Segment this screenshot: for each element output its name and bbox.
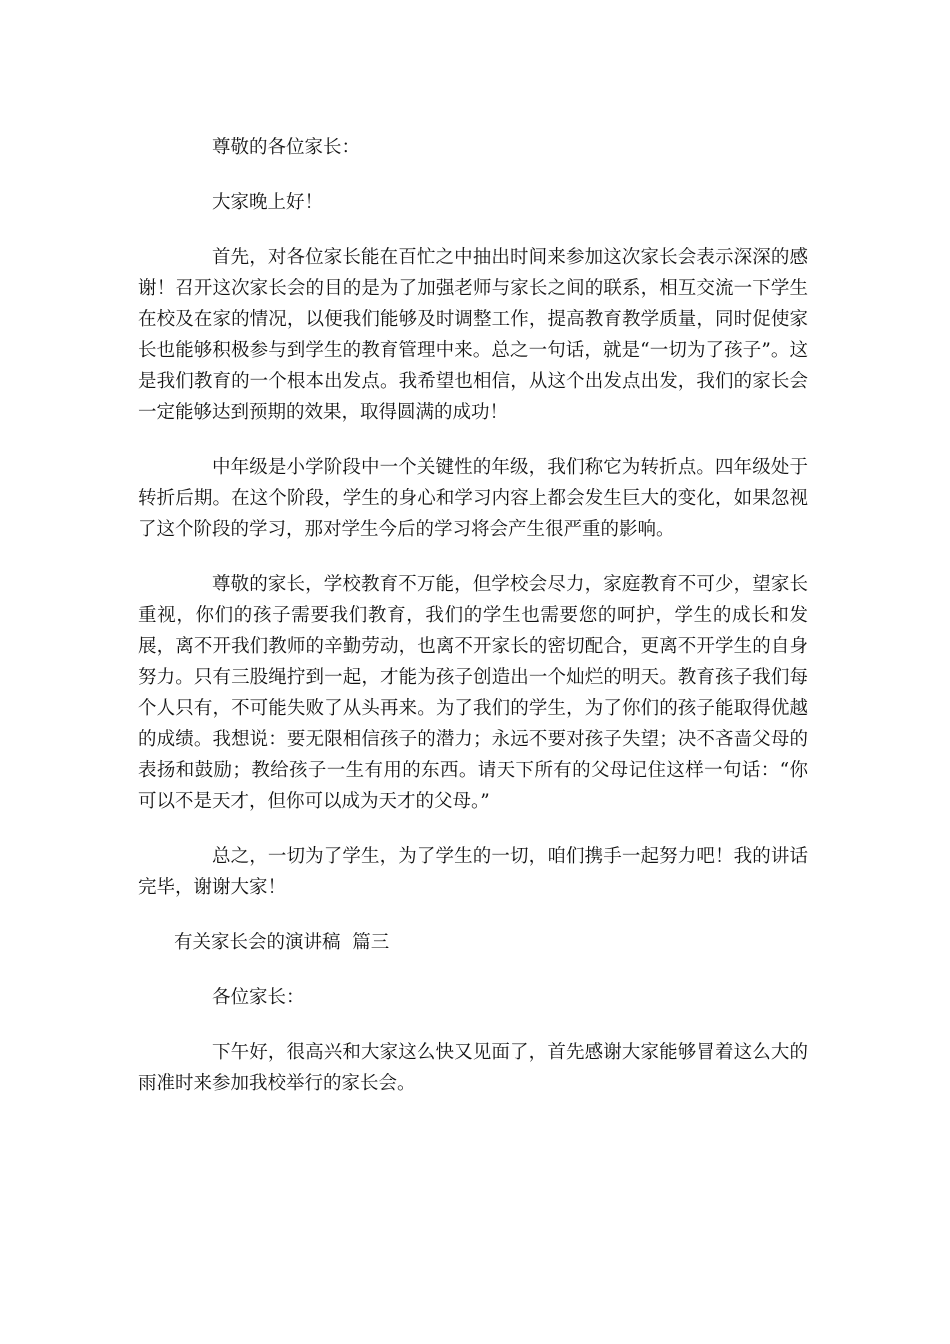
paragraph-cooperation: 尊敬的家长，学校教育不万能，但学校会尽力，家庭教育不可少，望家长重视，你们的孩子需要我们教育，我们的学生也需要您的呵护，学生的成长和发展，离不开我们教师的辛勤劳动，也离不开家长的密切配合，更离不开学生的自身努力。只有三股绳拧到一起，才能为孩子创造出一个灿烂的明天。教育孩子我们每个人只有，不可能失败了从头再来。为了我们的学生，为了你们的孩子能取得优越的成绩。我想说：要无限相信孩子的潜力；永远不要对孩子失望；决不吝啬父母的表扬和鼓励；教给孩子一生有用的东西。请天下所有的父母记住这样一句话：“你可以不是天才，但你可以成为天才的父母。” — [138, 574, 808, 812]
greeting-line: 尊敬的各位家长： — [212, 137, 361, 158]
paragraph-closing: 总之，一切为了学生，为了学生的一切，咱们携手一起努力吧！我的讲话完毕，谢谢大家！ — [138, 846, 808, 898]
section-heading: 有关家长会的演讲稿 篇三 — [174, 932, 390, 953]
section-greeting: 各位家长： — [212, 987, 305, 1008]
document-body — [138, 132, 808, 1099]
paragraph-thanks: 首先，对各位家长能在百忙之中抽出时间来参加这次家长会表示深深的感谢！召开这次家长会的目的是为了加强老师与家长之间的联系，相互交流一下学生在校及在家的情况，以便我们能够及时调整工作，提高教育教学质量，同时促使家长也能够积极参与到学生的教育管理中来。总之一句话，就是“一切为了孩子”。这是我们教育的一个根本出发点。我希望也相信，从这个出发点出发，我们的家长会一定能够达到预期的效果，取得圆满的成功！ — [138, 247, 808, 423]
section-paragraph: 下午好，很高兴和大家这么快又见面了，首先感谢大家能够冒着这么大的雨准时来参加我校举行的家长会。 — [138, 1042, 808, 1094]
salutation-line: 大家晚上好！ — [212, 192, 324, 213]
paragraph-middle-grade: 中年级是小学阶段中一个关键性的年级，我们称它为转折点。四年级处于转折后期。在这个阶段，学生的身心和学习内容上都会发生巨大的变化，如果忽视了这个阶段的学习，那对学生今后的学习将会产生很严重的影响。 — [138, 457, 808, 540]
